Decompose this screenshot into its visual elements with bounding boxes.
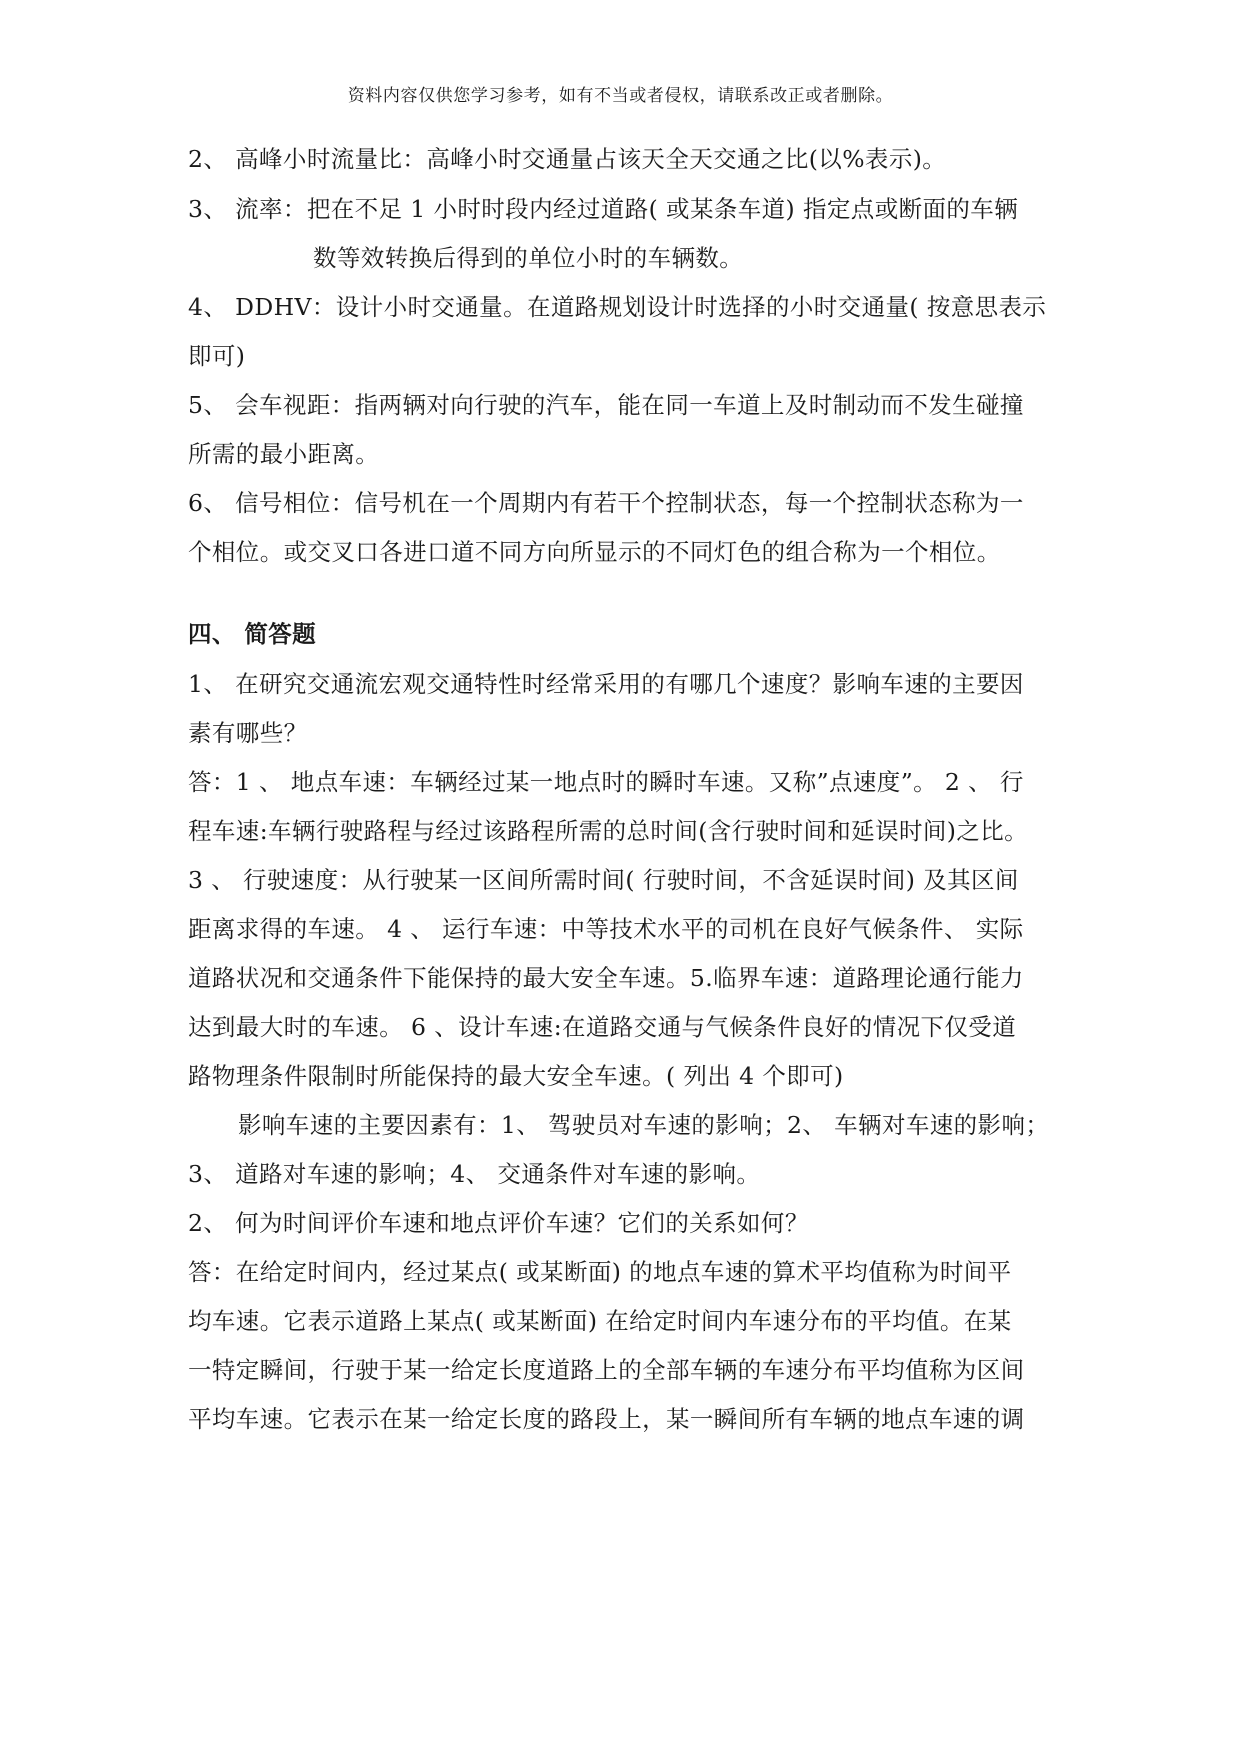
answer-1-line-5: 道路状况和交通条件下能保持的最大安全车速。5.临界车速：道路理论通行能力 — [188, 964, 1024, 992]
definition-2-line: 2、 高峰小时流量比：高峰小时交通量占该天全天交通之比(以%表示)。 — [188, 145, 947, 173]
question-1-continuation: 素有哪些？ — [188, 719, 308, 747]
definition-4-continuation: 即可) — [188, 342, 246, 370]
answer-1-line-3: 3 、 行驶速度：从行驶某一区间所需时间( 行驶时间，不含延误时间) 及其区间 — [188, 866, 1019, 894]
definition-3-continuation: 数等效转换后得到的单位小时的车辆数。 — [313, 244, 744, 272]
definition-3-line: 3、 流率：把在不足 1 小时时段内经过道路( 或某条车道) 指定点或断面的车辆 — [188, 195, 1019, 223]
answer-2-line-2: 均车速。它表示道路上某点( 或某断面) 在给定时间内车速分布的平均值。在某 — [188, 1307, 1012, 1335]
answer-2-line-4: 平均车速。它表示在某一给定长度的路段上，某一瞬间所有车辆的地点车速的调 — [188, 1405, 1025, 1433]
section-title: 四、 简答题 — [188, 620, 317, 648]
answer-1-line-4: 距离求得的车速。 4 、 运行车速：中等技术水平的司机在良好气候条件、 实际 — [188, 915, 1024, 943]
definition-6-line: 6、 信号相位：信号机在一个周期内有若干个控制状态，每一个控制状态称为一 — [188, 489, 1024, 517]
factors-line-2: 3、 道路对车速的影响；4、 交通条件对车速的影响。 — [188, 1160, 761, 1188]
answer-2-line-1: 答：在给定时间内，经过某点( 或某断面) 的地点车速的算术平均值称为时间平 — [188, 1258, 1012, 1286]
answer-1-line-2: 程车速:车辆行驶路程与经过该路程所需的总时间(含行驶时间和延误时间)之比。 — [188, 817, 1029, 845]
definition-4-line: 4、 DDHV：设计小时交通量。在道路规划设计时选择的小时交通量( 按意思表示 — [188, 293, 1047, 321]
definition-6-continuation: 个相位。或交叉口各进口道不同方向所显示的不同灯色的组合称为一个相位。 — [188, 538, 1001, 566]
answer-1-line-7: 路物理条件限制时所能保持的最大安全车速。( 列出 4 个即可) — [188, 1062, 844, 1090]
answer-2-line-3: 一特定瞬间，行驶于某一给定长度道路上的全部车辆的车速分布平均值称为区间 — [188, 1356, 1025, 1384]
factors-line-1: 影响车速的主要因素有：1、 驾驶员对车速的影响；2、 车辆对车速的影响； — [238, 1111, 1050, 1139]
definition-5-continuation: 所需的最小距离。 — [188, 440, 380, 468]
question-1: 1、 在研究交通流宏观交通特性时经常采用的有哪几个速度？影响车速的主要因 — [188, 670, 1024, 698]
answer-1-line-1: 答：1 、 地点车速：车辆经过某一地点时的瞬时车速。又称”点速度”。 2 、 行 — [188, 768, 1024, 796]
question-2: 2、 何为时间评价车速和地点评价车速？它们的关系如何？ — [188, 1209, 809, 1237]
page-header: 资料内容仅供您学习参考，如有不当或者侵权，请联系改正或者删除。 — [347, 86, 894, 106]
answer-1-line-6: 达到最大时的车速。 6 、设计车速:在道路交通与气候条件良好的情况下仅受道 — [188, 1013, 1017, 1041]
definition-5-line: 5、 会车视距：指两辆对向行驶的汽车，能在同一车道上及时制动而不发生碰撞 — [188, 391, 1024, 419]
